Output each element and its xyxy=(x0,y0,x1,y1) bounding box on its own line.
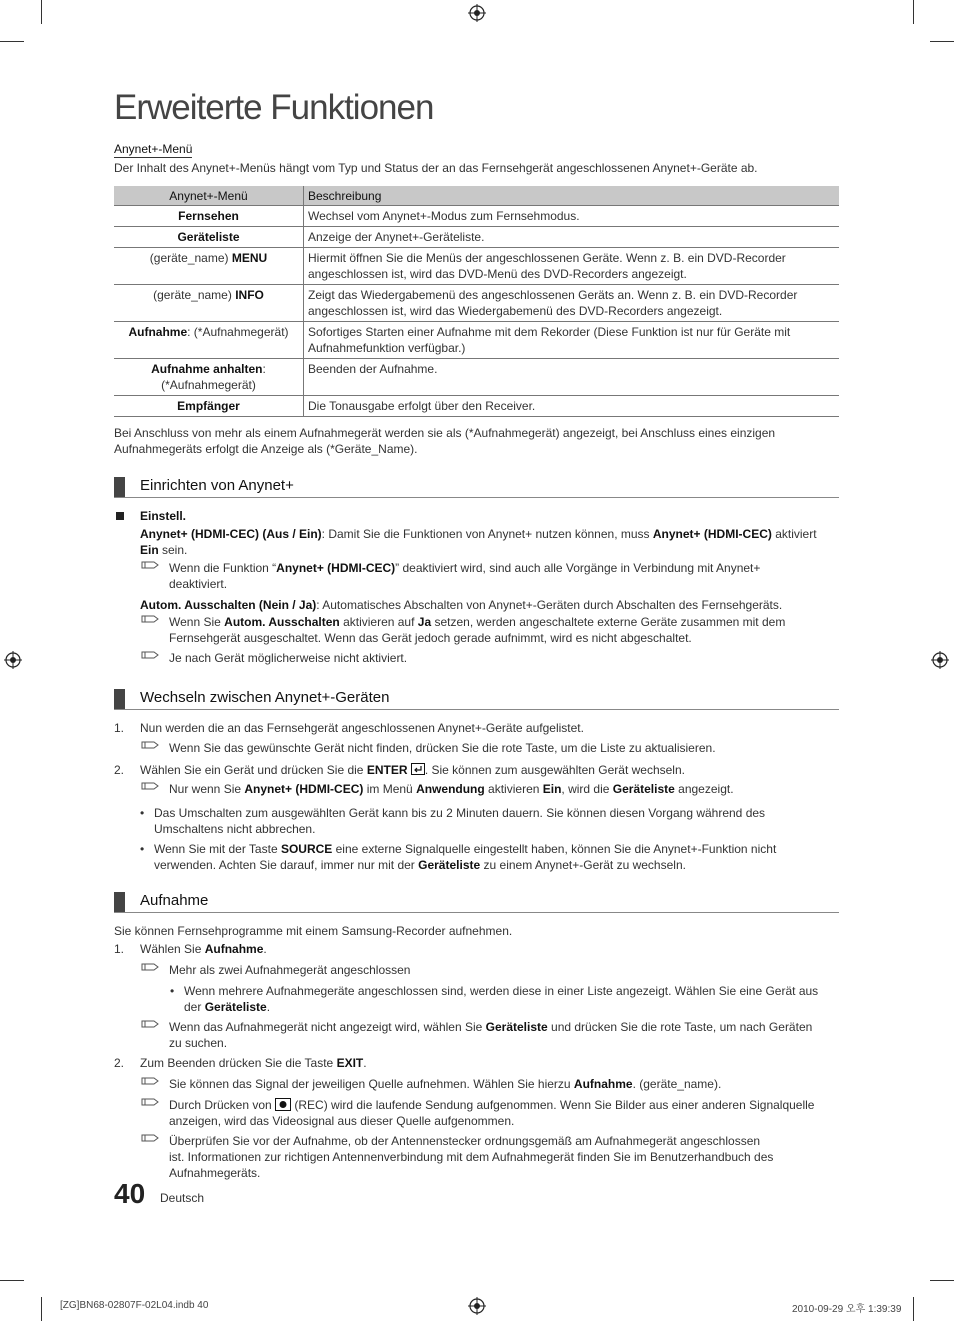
note: Wenn Sie das gewünschte Gerät nicht finden, drücken Sie die rote Taste, um die Liste zu aktualisieren. xyxy=(169,741,716,755)
print-file-info: [ZG]BN68-02807F-02L04.indb 40 xyxy=(60,1300,209,1311)
note-pencil-icon xyxy=(141,779,159,793)
note: Durch Drücken von (REC) wird die laufende Sendung aufgenommen. Wenn Sie Bilder aus einer anderen Signalquelle anzeigen, wird das Videosignal aus dieser Quelle aufgenommen. xyxy=(169,1098,815,1128)
table-header: Anynet+-Menü xyxy=(114,186,304,206)
paragraph: Anynet+ (HDMI-CEC) (Aus / Ein): Damit Sie die Funktionen von Anynet+ nutzen können, muss Anynet+ (HDMI-CEC) aktiviert Ein sein. xyxy=(140,527,817,557)
section-title: Wechseln zwischen Anynet+-Geräten xyxy=(140,689,390,706)
menu-item-cell: Aufnahme: (*Aufnahmegerät) xyxy=(114,322,304,359)
bullet-item: Wenn mehrere Aufnahmegeräte angeschlossen sind, werden diese in einer Liste angezeigt. Wählen Sie eine Gerät aus der Geräteliste. xyxy=(184,984,819,1014)
anynet-menu-label-wrap xyxy=(114,140,192,158)
section-title: Einrichten von Anynet+ xyxy=(140,477,294,494)
crop-mark xyxy=(930,1280,954,1281)
registration-mark-icon xyxy=(4,651,22,669)
crop-mark xyxy=(930,41,954,42)
step: Zum Beenden drücken Sie die Taste EXIT. xyxy=(140,1056,367,1070)
print-date: 2010-09-29 오후 1:39:39 xyxy=(792,1304,902,1315)
anynet-menu-after: Bei Anschluss von mehr als einem Aufnahmegerät werden sie als (*Aufnahmegerät) angezeigt, bei Anschluss eines einzigen Aufnahmegeräts erfolgt die Anzeige als (*Geräte_Name). xyxy=(114,426,776,456)
table-row xyxy=(114,359,839,396)
bullet-dot: • xyxy=(140,806,145,820)
description-cell: Hiermit öffnen Sie die Menüs der angeschlossenen Geräte. Wenn z. B. ein DVD-Recorder angeschlossen ist, wird das DVD-Menü des DVD-Recorders angezeigt. xyxy=(304,248,840,285)
menu-item-cell: Geräteliste xyxy=(114,227,304,248)
menu-item-cell: (geräte_name) INFO xyxy=(114,285,304,322)
description-cell: Sofortiges Starten einer Aufnahme mit dem Rekorder (Diese Funktion ist nur für Geräte mit Aufnahmefunktion verfügbar.) xyxy=(304,322,840,359)
section-intro: Sie können Fernsehprogramme mit einem Samsung-Recorder aufnehmen. xyxy=(114,924,513,938)
table-row xyxy=(114,248,839,285)
page-title: Erweiterte Funktionen xyxy=(114,88,434,127)
description-cell: Die Tonausgabe erfolgt über den Receiver. xyxy=(304,396,840,417)
paragraph: Autom. Ausschalten (Nein / Ja): Automatisches Abschalten von Anynet+-Geräten durch Abschalten des Fernsehgeräts. xyxy=(140,598,783,612)
note-pencil-icon xyxy=(141,648,159,662)
description-cell: Zeigt das Wiedergabemenü des angeschlossenen Geräts an. Wenn z. B. ein DVD-Recorder angeschlossen ist, wird das Wiedergabemenü des DVD-Recorders angezeigt. xyxy=(304,285,840,322)
bullet-dot: • xyxy=(140,842,145,856)
description-cell: Anzeige der Anynet+-Geräteliste. xyxy=(304,227,840,248)
anynet-menu-label: Anynet+-Menü xyxy=(114,142,193,156)
table-row xyxy=(114,322,839,359)
registration-mark-icon xyxy=(931,651,949,669)
menu-item-cell: Fernsehen xyxy=(114,206,304,227)
crop-mark xyxy=(41,1297,42,1321)
note: Mehr als zwei Aufnahmegerät angeschlossen xyxy=(169,963,411,977)
note: Je nach Gerät möglicherweise nicht aktiviert. xyxy=(169,651,408,665)
menu-item-cell: Aufnahme anhalten: (*Aufnahmegerät) xyxy=(114,359,304,396)
step: Nun werden die an das Fernsehgerät angeschlossenen Anynet+-Geräte aufgelistet. xyxy=(140,721,584,735)
section-heading xyxy=(114,475,839,498)
note-pencil-icon xyxy=(141,1074,159,1088)
step-number: 2. xyxy=(114,763,125,777)
note-pencil-icon xyxy=(141,1131,159,1145)
page-language: Deutsch xyxy=(160,1191,205,1205)
note: Wenn die Funktion “Anynet+ (HDMI-CEC)” deaktiviert wird, sind auch alle Vorgänge in Verbindung mit Anynet+ deaktiviert. xyxy=(169,561,761,591)
page-number: 40 xyxy=(114,1178,146,1209)
menu-item-cell: (geräte_name) MENU xyxy=(114,248,304,285)
section-heading xyxy=(114,687,839,710)
section-title: Aufnahme xyxy=(140,892,209,909)
registration-mark-icon xyxy=(468,4,486,22)
table-row xyxy=(114,206,839,227)
note: Wenn Sie Autom. Ausschalten aktivieren auf Ja setzen, werden angeschaltete externe Geräte zusammen mit dem Fernsehgerät ausgeschaltet. Wenn das Gerät jedoch gerade aufnimmt, wird es nicht abgeschaltet. xyxy=(169,615,786,645)
table-row xyxy=(114,227,839,248)
menu-item-cell: Empfänger xyxy=(114,396,304,417)
bullet-item: Wenn Sie mit der Taste SOURCE eine externe Signalquelle eingestellt haben, können Sie die Anynet+-Funktion nicht verwenden. Achten Sie darauf, immer nur mit der Geräteliste zu einem Anynet+-Gerät zu wechseln. xyxy=(154,842,777,872)
table-header-row xyxy=(114,186,839,206)
crop-mark xyxy=(913,0,914,24)
note: Wenn das Aufnahmegerät nicht angezeigt wird, wählen Sie Geräteliste und drücken Sie die rote Taste, um nach Geräten zu suchen. xyxy=(169,1020,813,1050)
note: Nur wenn Sie Anynet+ (HDMI-CEC) im Menü Anwendung aktivieren Ein, wird die Geräteliste angezeigt. xyxy=(169,782,734,796)
note-pencil-icon xyxy=(141,558,159,572)
anynet-menu-table xyxy=(114,186,839,417)
crop-mark xyxy=(41,0,42,24)
table-row xyxy=(114,285,839,322)
step-number: 2. xyxy=(114,1056,125,1070)
table-header: Beschreibung xyxy=(304,186,840,206)
note-pencil-icon xyxy=(141,612,159,626)
note-pencil-icon xyxy=(141,738,159,752)
crop-mark xyxy=(0,41,24,42)
note: Überprüfen Sie vor der Aufnahme, ob der Antennenstecker ordnungsgemäß am Aufnahmegerät angeschlossen ist. Informationen zur richtigen Antennenverbindung mit dem Aufnahmegerät finden Sie im Benutzerhandbuch des Aufnahmegeräts. xyxy=(169,1134,774,1180)
registration-mark-icon xyxy=(468,1297,486,1315)
bullet-dot: • xyxy=(170,984,175,998)
section-bar xyxy=(114,477,125,497)
step-number: 1. xyxy=(114,721,125,735)
step: Wählen Sie ein Gerät und drücken Sie die ENTER . Sie können zum ausgewählten Gerät wechseln. xyxy=(140,763,685,777)
enter-key-icon xyxy=(411,763,425,775)
square-bullet-icon xyxy=(116,512,124,520)
crop-mark xyxy=(913,1297,914,1321)
description-cell: Beenden der Aufnahme. xyxy=(304,359,840,396)
anynet-menu-intro: Der Inhalt des Anynet+-Menüs hängt vom Typ und Status der an das Fernsehgerät angeschlossenen Anynet+-Geräte ab. xyxy=(114,161,758,175)
section-heading xyxy=(114,890,839,913)
step-number: 1. xyxy=(114,942,125,956)
bullet-item: Das Umschalten zum ausgewählten Gerät kann bis zu 2 Minuten dauern. Sie können diesen Vorgang während des Umschaltens nicht abbrechen. xyxy=(154,806,766,836)
rec-button-icon xyxy=(275,1098,291,1111)
table-row xyxy=(114,396,839,417)
description-cell: Wechsel vom Anynet+-Modus zum Fernsehmodus. xyxy=(304,206,840,227)
note: Sie können das Signal der jeweiligen Quelle aufnehmen. Wählen Sie hierzu Aufnahme. (geräte_name). xyxy=(169,1077,722,1091)
section-bar xyxy=(114,689,125,709)
crop-mark xyxy=(0,1280,24,1281)
note-pencil-icon xyxy=(141,1017,159,1031)
note-pencil-icon xyxy=(141,960,159,974)
note-pencil-icon xyxy=(141,1095,159,1109)
step: Wählen Sie Aufnahme. xyxy=(140,942,267,956)
einstell-label: Einstell. xyxy=(140,509,187,523)
section-bar xyxy=(114,892,125,912)
